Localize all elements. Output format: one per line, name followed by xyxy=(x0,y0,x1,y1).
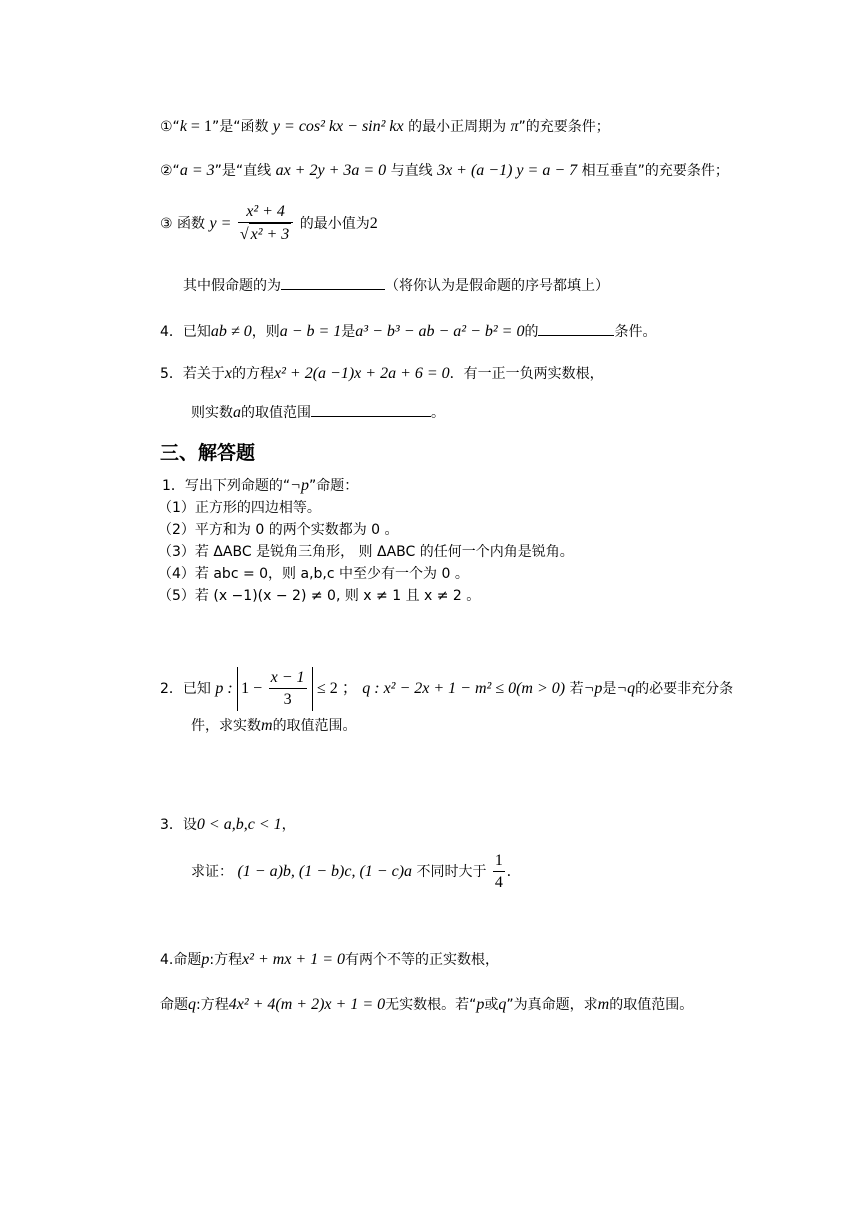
sqrt-content: x² + 3 xyxy=(249,223,292,246)
math: y = xyxy=(209,215,232,232)
section-title: 三、解答题 xyxy=(160,442,256,464)
q2-line2 xyxy=(191,716,357,736)
math: p : xyxy=(215,680,233,697)
text: :方程 xyxy=(196,997,229,1013)
text: 或 xyxy=(484,997,499,1013)
math: π xyxy=(510,118,519,135)
math: ab ≠ 0 xyxy=(210,323,252,340)
q1-title xyxy=(162,476,358,496)
problem-5-line2 xyxy=(191,402,445,423)
math: 1 − xyxy=(241,680,263,697)
problem-5 xyxy=(160,364,604,384)
text: 4．已知 xyxy=(160,324,211,340)
answer-blank[interactable] xyxy=(538,321,614,336)
math: m xyxy=(597,996,610,1013)
absolute-value xyxy=(237,667,312,711)
q1-item: （1）正方形的四边相等。 xyxy=(158,500,321,516)
text: . xyxy=(506,863,511,880)
answer-blank[interactable] xyxy=(281,275,385,290)
math: = 1 xyxy=(186,118,212,135)
text: 5．若关于 xyxy=(160,366,225,382)
text: 的取值范围。 xyxy=(609,997,694,1013)
q2 xyxy=(160,667,733,711)
math-formula: (1 − a)b, (1 − b)c, (1 − c)a xyxy=(237,863,413,880)
math-formula: 3x + (a −1) y = a − 7 xyxy=(437,162,578,179)
item-2 xyxy=(160,161,729,181)
math-formula: q : x² − 2x + 1 − m² ≤ 0(m > 0) xyxy=(362,680,566,697)
text: ，则 xyxy=(251,324,280,340)
answer-blank[interactable] xyxy=(311,402,431,417)
text: 1．写出下列命题的“ xyxy=(162,478,291,494)
text: 则实数 xyxy=(191,405,233,421)
text: 求证： xyxy=(191,864,233,880)
text: 条件。 xyxy=(614,324,657,340)
text: 命题 xyxy=(160,997,188,1013)
math: 0 < a,b,c < 1 xyxy=(196,816,282,833)
fraction xyxy=(269,668,307,711)
text: 3．设 xyxy=(160,817,197,833)
math-formula: 4x² + 4(m + 2)x + 1 = 0 xyxy=(228,996,386,1013)
math: x xyxy=(224,365,233,382)
text: ”为真命题，求 xyxy=(506,997,598,1013)
math-formula: x² + 2(a −1)x + 2a + 6 = 0 xyxy=(274,365,450,382)
text: 的必要非充分条 xyxy=(635,681,734,697)
text: 的最小正周期为 xyxy=(408,119,507,135)
text: ”的充要条件； xyxy=(518,119,610,135)
q1-item: （4）若 abc = 0，则 a,b,c 中至少有一个为 0 。 xyxy=(158,566,469,582)
math: k xyxy=(179,118,187,135)
math-formula: ax + 2y + 3a = 0 xyxy=(275,162,387,179)
math: p xyxy=(201,951,210,968)
text: ①“ xyxy=(160,119,180,135)
math-formula: a³ − b³ − ab − a² − b² = 0 xyxy=(355,323,525,340)
math: m xyxy=(261,717,273,734)
text: 的 xyxy=(524,324,539,340)
math-formula: x² + mx + 1 = 0 xyxy=(242,951,346,968)
math: 2 xyxy=(369,215,378,232)
math: ¬q xyxy=(616,680,636,697)
text: 的取值范围。 xyxy=(272,718,357,734)
numerator: x² + 4 xyxy=(238,202,293,223)
item-1 xyxy=(160,117,610,137)
math: ¬p xyxy=(583,680,603,697)
q3-line2 xyxy=(191,850,511,894)
fraction xyxy=(238,202,293,246)
denominator: 4 xyxy=(494,873,503,891)
text: ②“ xyxy=(160,163,180,179)
text: 其中假命题的为 xyxy=(183,278,281,294)
text: ”是“直线 xyxy=(214,163,272,179)
q4-p xyxy=(160,950,499,970)
text: ”是“函数 xyxy=(211,119,269,135)
text: 若 xyxy=(569,681,584,697)
math: a − b = 1 xyxy=(279,323,342,340)
text: ， xyxy=(281,817,296,833)
text: （将你认为是假命题的序号都填上） xyxy=(385,278,609,294)
text: 件，求实数 xyxy=(191,718,261,734)
text: 不同时大于 xyxy=(416,864,487,880)
text: 4.命题 xyxy=(160,952,202,968)
denominator: 3 xyxy=(283,690,292,708)
item-question xyxy=(183,275,609,296)
math: a = 3 xyxy=(179,162,215,179)
q4-q xyxy=(160,995,693,1015)
math: p xyxy=(476,996,485,1013)
text: 无实数根。若“ xyxy=(385,997,477,1013)
text: 与直线 xyxy=(390,163,433,179)
text: :方程 xyxy=(209,952,243,968)
item-3 xyxy=(160,202,378,246)
text: ．有一正一负两实数根， xyxy=(449,366,604,382)
math: ¬p xyxy=(290,477,309,494)
text: 2．已知 xyxy=(160,681,211,697)
math: q xyxy=(498,996,507,1013)
text: ③ 函数 xyxy=(160,216,206,232)
math: q xyxy=(188,996,196,1013)
text: 是 xyxy=(602,681,617,697)
math-formula: y = cos² kx − sin² kx xyxy=(272,118,404,135)
text: ”命题： xyxy=(308,478,359,494)
text: 有两个不等的正实数根， xyxy=(345,952,500,968)
text: 的方程 xyxy=(232,366,275,382)
numerator: x − 1 xyxy=(269,668,307,689)
q3 xyxy=(160,815,296,835)
text: 的最小值为 xyxy=(299,216,370,232)
fraction xyxy=(493,851,505,894)
text: 的取值范围 xyxy=(241,405,311,421)
numerator: 1 xyxy=(493,851,505,872)
q1-item: （2）平方和为 0 的两个实数都为 0 。 xyxy=(158,522,399,538)
text: 相互垂直”的充要条件； xyxy=(581,163,729,179)
q1-item: （5）若 (x −1)(x − 2) ≠ 0, 则 x ≠ 1 且 x ≠ 2 。 xyxy=(158,588,481,604)
problem-4 xyxy=(160,321,656,342)
text: 。 xyxy=(431,405,445,421)
text: 是 xyxy=(341,324,356,340)
denominator: √ x² + 3 xyxy=(238,223,293,246)
q1-item: （3）若 ΔABC 是锐角三角形， 则 ΔABC 的任何一个内角是锐角。 xyxy=(158,544,574,560)
math: a xyxy=(233,404,241,421)
math: ≤ 2 ； xyxy=(317,680,358,697)
